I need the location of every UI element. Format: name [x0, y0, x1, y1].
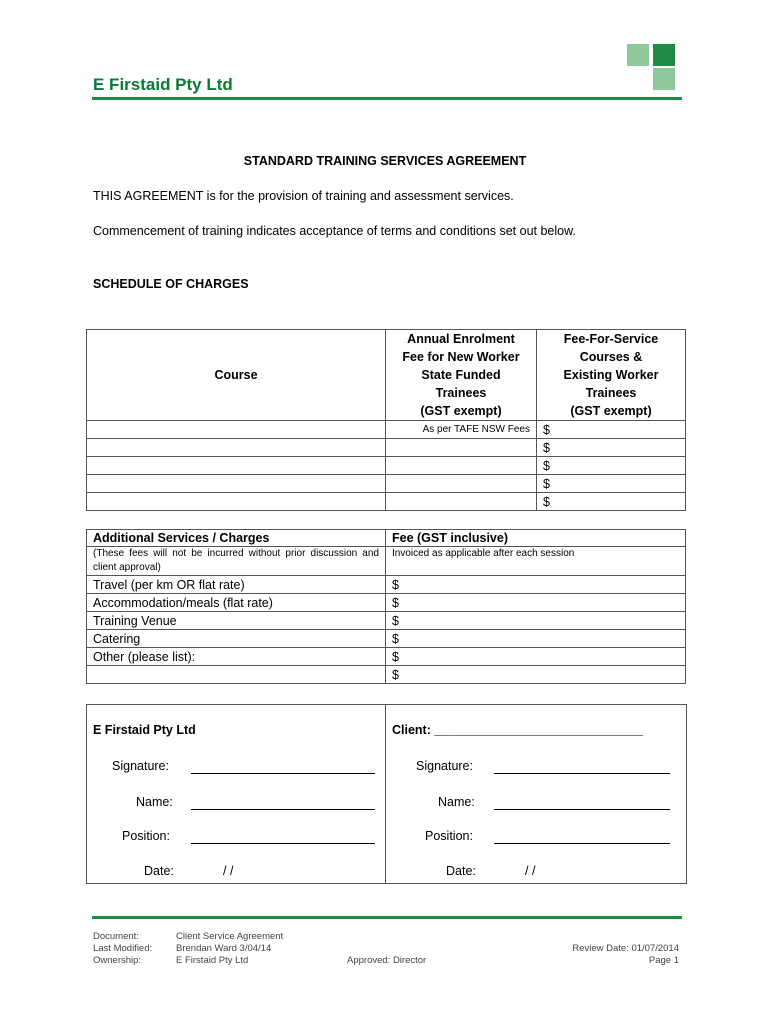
table-row	[87, 493, 686, 511]
ownership-value: E Firstaid Pty Ltd	[176, 955, 249, 966]
header-line: Trainees	[585, 386, 637, 400]
fee-for-service-header	[537, 330, 686, 421]
course-cell[interactable]	[87, 439, 386, 457]
header-line: Existing Worker	[563, 368, 659, 382]
company-date-field[interactable]: / /	[223, 864, 234, 878]
course-cell[interactable]	[87, 421, 386, 439]
logo-square	[653, 68, 675, 90]
course-cell[interactable]	[87, 493, 386, 511]
service-fee[interactable]: $	[386, 648, 686, 666]
table-row	[87, 457, 686, 475]
page-number: Page 1	[648, 955, 679, 966]
enrolment-fee-cell: As per TAFE NSW Fees	[386, 421, 537, 439]
client-name-label: Name:	[438, 795, 475, 809]
service-item: Other (please list):	[87, 648, 386, 666]
header-line: Courses &	[579, 350, 643, 364]
logo-square	[653, 44, 675, 66]
table-row	[87, 666, 686, 684]
header-line: Trainees	[435, 386, 487, 400]
course-cell[interactable]	[87, 475, 386, 493]
client-position-line[interactable]	[494, 843, 670, 844]
table-row	[87, 612, 686, 630]
table-row	[87, 439, 686, 457]
charges-table	[86, 329, 686, 511]
company-signature-line[interactable]	[191, 773, 375, 774]
client-signature-title: Client: ______________________________	[392, 723, 643, 737]
enrolment-fee-cell[interactable]	[386, 457, 537, 475]
company-name-label: Name:	[136, 795, 173, 809]
ownership-label: Ownership:	[93, 955, 142, 966]
company-position-line[interactable]	[191, 843, 375, 844]
service-fee[interactable]: $	[386, 594, 686, 612]
document-label: Document:	[93, 931, 139, 942]
footer-values	[176, 931, 283, 967]
client-date-label: Date:	[446, 864, 476, 878]
service-item: Catering	[87, 630, 386, 648]
document-title: STANDARD TRAINING SERVICES AGREEMENT	[243, 154, 527, 168]
fee-header: Fee (GST inclusive)	[386, 530, 686, 547]
service-item: Travel (per km OR flat rate)	[87, 576, 386, 594]
company-name: E Firstaid Pty Ltd	[93, 75, 233, 94]
modified-value: Brendan Ward 3/04/14	[176, 943, 272, 954]
invoice-note: Invoiced as applicable after each session	[386, 547, 686, 576]
company-name-line[interactable]	[191, 809, 375, 810]
table-row	[87, 576, 686, 594]
logo-square	[627, 44, 649, 66]
enrolment-fee-cell[interactable]	[386, 475, 537, 493]
review-date: Review Date: 01/07/2014	[572, 943, 679, 954]
company-date-label: Date:	[144, 864, 174, 878]
fee-cell[interactable]: $	[537, 475, 686, 493]
document-value: Client Service Agreement	[176, 931, 284, 942]
service-fee[interactable]: $	[386, 576, 686, 594]
fee-cell[interactable]: $	[537, 439, 686, 457]
service-item: Accommodation/meals (flat rate)	[87, 594, 386, 612]
header-line: (GST exempt)	[570, 404, 652, 418]
company-signature-label: Signature:	[112, 759, 169, 773]
client-date-field[interactable]: / /	[525, 864, 536, 878]
service-fee[interactable]: $	[386, 666, 686, 684]
table-row	[87, 594, 686, 612]
table-row	[87, 630, 686, 648]
client-signature-label: Signature:	[416, 759, 473, 773]
header-line: State Funded	[421, 368, 501, 382]
modified-label: Last Modified:	[93, 943, 153, 954]
table-row	[87, 421, 686, 439]
course-header: Course	[87, 330, 386, 421]
table-row	[87, 475, 686, 493]
fee-cell[interactable]: $	[537, 421, 686, 439]
service-item: Training Venue	[87, 612, 386, 630]
course-cell[interactable]	[87, 457, 386, 475]
header-line: Fee for New Worker	[402, 350, 520, 364]
footer-labels	[93, 931, 152, 967]
header-line: Annual Enrolment	[407, 332, 515, 346]
client-position-label: Position:	[425, 829, 473, 843]
service-fee[interactable]: $	[386, 630, 686, 648]
header-rule	[92, 97, 682, 100]
client-name-line[interactable]	[494, 809, 670, 810]
company-signature-title: E Firstaid Pty Ltd	[93, 723, 196, 737]
enrolment-fee-cell[interactable]	[386, 493, 537, 511]
client-signature-line[interactable]	[494, 773, 670, 774]
enrolment-fee-cell[interactable]	[386, 439, 537, 457]
service-item[interactable]	[87, 666, 386, 684]
services-header: Additional Services / Charges	[87, 530, 386, 547]
fee-cell[interactable]: $	[537, 493, 686, 511]
footer-rule	[92, 916, 682, 919]
enrolment-fee-header	[386, 330, 537, 421]
header-line: Fee-For-Service	[563, 332, 659, 346]
intro-line-1: THIS AGREEMENT is for the provision of training and assessment services.	[93, 189, 514, 203]
service-fee[interactable]: $	[386, 612, 686, 630]
intro-line-2: Commencement of training indicates acceptance of terms and conditions set out below.	[93, 224, 576, 238]
schedule-heading: SCHEDULE OF CHARGES	[93, 277, 249, 291]
table-row	[87, 648, 686, 666]
footer-approved: Approved: Director	[347, 955, 427, 966]
company-position-label: Position:	[122, 829, 170, 843]
footer-review	[480, 943, 679, 967]
header-line: (GST exempt)	[420, 404, 502, 418]
services-note: (These fees will not be incurred without prior discussion and client approval)	[87, 547, 386, 576]
fee-cell[interactable]: $	[537, 457, 686, 475]
signature-divider	[385, 704, 386, 884]
services-table	[86, 529, 686, 684]
